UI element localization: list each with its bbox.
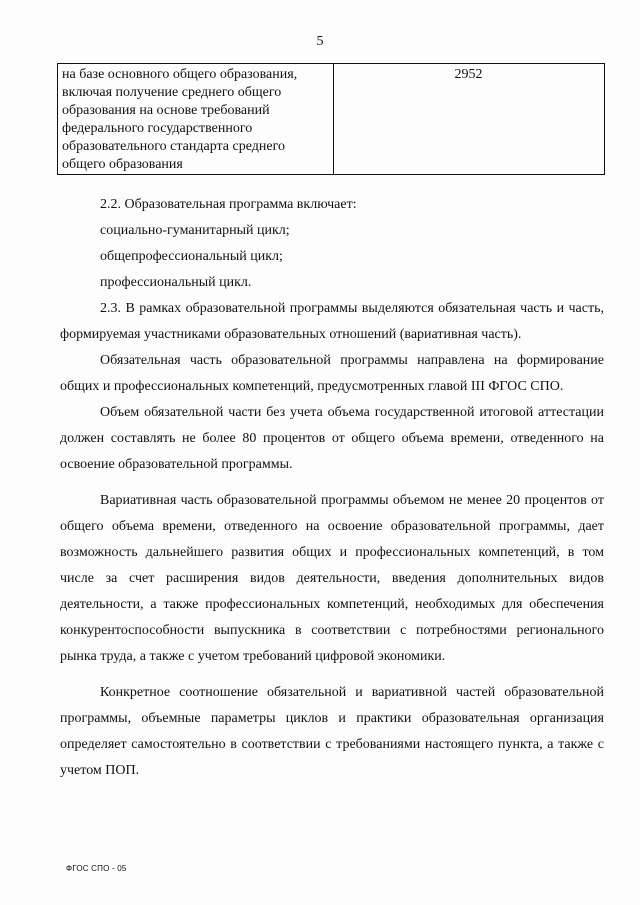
list-item-general-professional: общепрофессиональный цикл; [100, 249, 283, 264]
page-number: 5 [316, 34, 324, 49]
paragraph-2-3: 2.3. В рамках образовательной программы выделяются обязательная часть и часть, формируемая участниками образовательных отношений (вариативная часть). [60, 301, 604, 342]
table-row [58, 64, 605, 175]
footer-doc-code: ФГОС СПО - 05 [66, 864, 127, 873]
paragraph-ratio: Конкретное соотношение обязательной и вариативной частей образовательной программы, объемные параметры циклов и практики образовательная организация определяет самостоятельно в соответствии с требованиями настоящего пункта, а также с учетом ПОП. [60, 685, 604, 778]
paragraph-2-2: 2.2. Образовательная программа включает: [100, 197, 357, 212]
continuation-table [57, 63, 605, 175]
paragraph-mandatory-volume: Объем обязательной части без учета объема государственной итоговой аттестации должен составлять не более 80 процентов от общего объема времени, отведенного на освоение образовательной программы. [60, 405, 604, 472]
list-item-professional: профессиональный цикл. [100, 275, 252, 290]
list-item-social-humanitarian: социально-гуманитарный цикл; [100, 223, 290, 238]
paragraph-variable-part: Вариативная часть образовательной программы объемом не менее 20 процентов от общего объема времени, отведенного на освоение образовательной программы, дает возможность дальнейшего развития общих и профессиональных компетенций, в том числе за счет расширения видов деятельности, введения дополнительных видов деятельности, а также профессиональных компетенций, необходимых для обеспечения конкурентоспособности выпускника в соответствии с потребностями регионального рынка труда, а также с учетом требований цифровой экономики. [60, 493, 604, 664]
body-text [60, 192, 604, 784]
table-cell-description: на базе основного общего образования, включая получение среднего общего образования на основе требований федерального государственного образовательного стандарта среднего общего образования [58, 64, 334, 175]
table-cell-value: 2952 [334, 64, 605, 175]
paragraph-mandatory-part: Обязательная часть образовательной программы направлена на формирование общих и профессиональных компетенций, предусмотренных главой III ФГОС СПО. [60, 353, 604, 394]
